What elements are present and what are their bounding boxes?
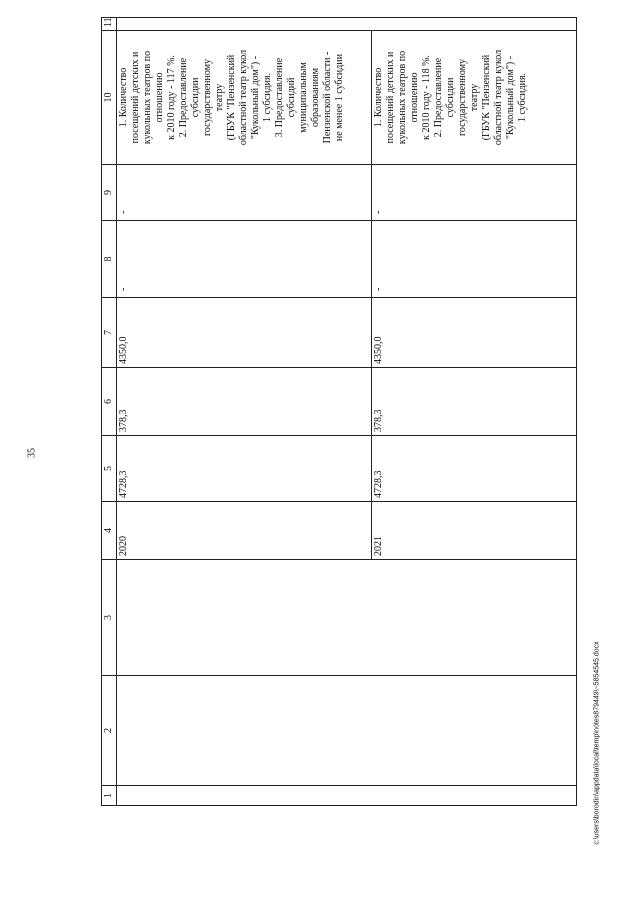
header-cell-10: 10 <box>102 31 117 165</box>
indicator-line: (ГБУК "Пензенский <box>481 54 492 141</box>
header-cell-11: 11 <box>102 18 117 31</box>
footer-file-path: c:\users\borodin\appdata\local\temp\notes879449\~5854545.docx <box>593 641 601 845</box>
indicator-line: 1 субсидия. <box>262 72 273 123</box>
header-cell-7: 7 <box>102 298 117 368</box>
header-cell-4: 4 <box>102 502 117 560</box>
indicator-line: (ГБУК "Пензенский <box>226 54 237 141</box>
indicator-line: 2. Предоставление <box>433 57 444 138</box>
header-cell-1: 1 <box>102 786 117 806</box>
value-col9: - <box>372 165 577 221</box>
cell-col1 <box>117 786 577 806</box>
value-col6: 378,3 <box>117 368 372 436</box>
indicator-line: кукольных театров по <box>142 50 153 145</box>
header-cell-2: 2 <box>102 676 117 786</box>
value-col7: 4350,0 <box>117 298 372 368</box>
indicator-line: образованиям <box>310 67 321 128</box>
header-cell-3: 3 <box>102 560 117 676</box>
value-col8: - <box>117 221 372 298</box>
rotated-table-frame <box>101 18 577 806</box>
header-row <box>102 18 117 806</box>
indicator-line: субсидии <box>190 77 201 118</box>
indicator-line: театру <box>469 83 480 112</box>
table-row-2020 <box>117 18 372 806</box>
page-number: 35 <box>26 448 38 458</box>
indicator-line: посещений детских и <box>130 51 141 144</box>
cell-col3 <box>117 560 577 676</box>
indicator-line: государственному <box>457 58 468 137</box>
table-container <box>101 18 577 806</box>
indicator-line: 3. Предоставление <box>274 57 285 138</box>
indicator-line: театру <box>214 83 225 112</box>
indicator-line: кукольных театров по <box>397 50 408 145</box>
indicator-line: Пензенской области - <box>322 51 333 144</box>
value-col9: - <box>117 165 372 221</box>
cell-col11 <box>117 18 577 31</box>
indicator-line: не менее 1 субсидии <box>334 53 345 142</box>
indicator-line: 2. Предоставление <box>178 57 189 138</box>
indicator-cell <box>372 31 577 165</box>
indicator-line: посещений детских и <box>385 51 396 144</box>
indicator-line: государственному <box>202 58 213 137</box>
indicator-line: к 2010 году - 117 %. <box>166 55 177 140</box>
header-cell-6: 6 <box>102 368 117 436</box>
year-cell: 2021 <box>372 502 577 560</box>
indicator-line: областной театр кукол <box>238 49 249 146</box>
value-col7: 4350,0 <box>372 298 577 368</box>
indicator-line: "Кукольный дом") - <box>250 55 261 140</box>
indicator-line: субсидии <box>445 77 456 118</box>
indicator-line: отношению <box>154 72 165 123</box>
indicator-line: муниципальным <box>298 62 309 133</box>
indicator-line: субсидий <box>286 77 297 118</box>
indicator-cell <box>117 31 372 165</box>
indicator-line: отношению <box>409 72 420 123</box>
indicator-line: областной театр кукол <box>493 49 504 146</box>
indicator-line: "Кукольный дом") - <box>505 55 516 140</box>
header-cell-8: 8 <box>102 221 117 298</box>
cell-col2 <box>117 676 577 786</box>
value-col5: 4728,3 <box>117 436 372 502</box>
year-cell: 2020 <box>117 502 372 560</box>
header-cell-9: 9 <box>102 165 117 221</box>
indicator-line: к 2010 году - 118 %. <box>421 55 432 140</box>
program-table <box>101 17 577 806</box>
indicator-line: 1 субсидия. <box>517 72 528 123</box>
value-col5: 4728,3 <box>372 436 577 502</box>
indicator-line: 1. Количество <box>373 67 384 128</box>
indicator-line: 1. Количество <box>118 67 129 128</box>
header-cell-5: 5 <box>102 436 117 502</box>
value-col8: - <box>372 221 577 298</box>
value-col6: 378,3 <box>372 368 577 436</box>
